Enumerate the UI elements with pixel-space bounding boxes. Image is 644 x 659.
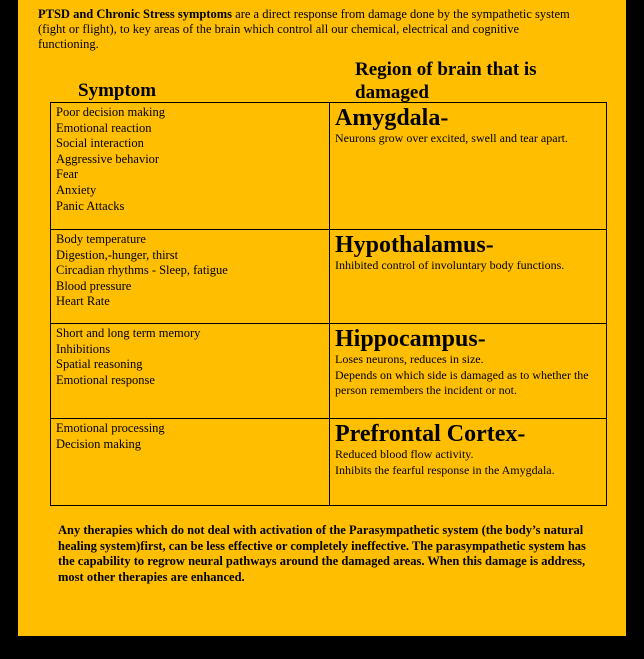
region-cell bbox=[330, 230, 607, 324]
symptom-item: Blood pressure bbox=[56, 278, 132, 293]
region-cell bbox=[330, 103, 607, 230]
symptom-item: Anxiety bbox=[56, 182, 97, 197]
symptom-cell bbox=[51, 419, 330, 506]
symptom-item: Inhibitions bbox=[56, 341, 111, 356]
intro-paragraph bbox=[38, 7, 578, 52]
region-description: Reduced blood flow activity. bbox=[335, 447, 474, 461]
symptom-item: Emotional response bbox=[56, 372, 155, 387]
symptom-item: Emotional reaction bbox=[56, 120, 152, 135]
symptom-item: Poor decision making bbox=[56, 105, 166, 119]
table-row bbox=[51, 230, 607, 324]
table-row bbox=[51, 103, 607, 230]
symptom-item: Fear bbox=[56, 167, 79, 182]
footer-note: Any therapies which do not deal with activation of the Parasympathetic system (the body’s natural healing system)first, can be less effective or completely ineffective. The parasympathetic system has the capability to regrow neural pathways around the damaged areas. When this damage is address, most other therapies are enhanced. bbox=[58, 523, 586, 584]
symptom-item: Short and long term memory bbox=[56, 326, 201, 340]
region-description: Inhibits the fearful response in the Amygdala. bbox=[335, 462, 555, 477]
symptom-item: Panic Attacks bbox=[56, 198, 125, 213]
region-description: Loses neurons, reduces in size. bbox=[335, 352, 484, 366]
region-description: Inhibited control of involuntary body functions. bbox=[335, 258, 565, 272]
symptom-item: Social interaction bbox=[56, 136, 144, 151]
region-description: Depends on which side is damaged as to whether the person remembers the incident or not. bbox=[335, 367, 589, 398]
region-name: Prefrontal Cortex- bbox=[335, 421, 526, 447]
symptom-item: Body temperature bbox=[56, 232, 146, 246]
region-name: Hypothalamus- bbox=[335, 232, 494, 258]
region-name: Hippocampus- bbox=[335, 326, 486, 352]
region-header: Region of brain that is damaged bbox=[355, 59, 537, 103]
symptom-item: Emotional processing bbox=[56, 421, 165, 435]
symptom-item: Spatial reasoning bbox=[56, 357, 143, 372]
symptom-cell bbox=[51, 230, 330, 324]
symptom-cell bbox=[51, 103, 330, 230]
symptom-item: Decision making bbox=[56, 436, 142, 451]
region-cell bbox=[330, 419, 607, 506]
table-row bbox=[51, 324, 607, 419]
symptom-item: Circadian rhythms - Sleep, fatigue bbox=[56, 263, 228, 278]
symptom-region-table bbox=[50, 102, 607, 506]
table-row bbox=[51, 419, 607, 506]
symptom-item: Heart Rate bbox=[56, 294, 110, 309]
symptom-header: Symptom bbox=[78, 80, 157, 101]
region-description: Neurons grow over excited, swell and tear apart. bbox=[335, 131, 568, 145]
symptom-item: Aggressive behavior bbox=[56, 151, 160, 166]
intro-text: are a direct response from damage done by the sympathetic system (fight or flight), to key areas of the brain which control all our chemical, electrical and cognitive functioning. bbox=[38, 7, 570, 51]
intro-bold: PTSD and Chronic Stress symptoms bbox=[38, 7, 233, 21]
region-name: Amygdala- bbox=[335, 105, 449, 131]
symptom-item: Digestion,-hunger, thirst bbox=[56, 247, 179, 262]
region-cell bbox=[330, 324, 607, 419]
symptom-cell bbox=[51, 324, 330, 419]
